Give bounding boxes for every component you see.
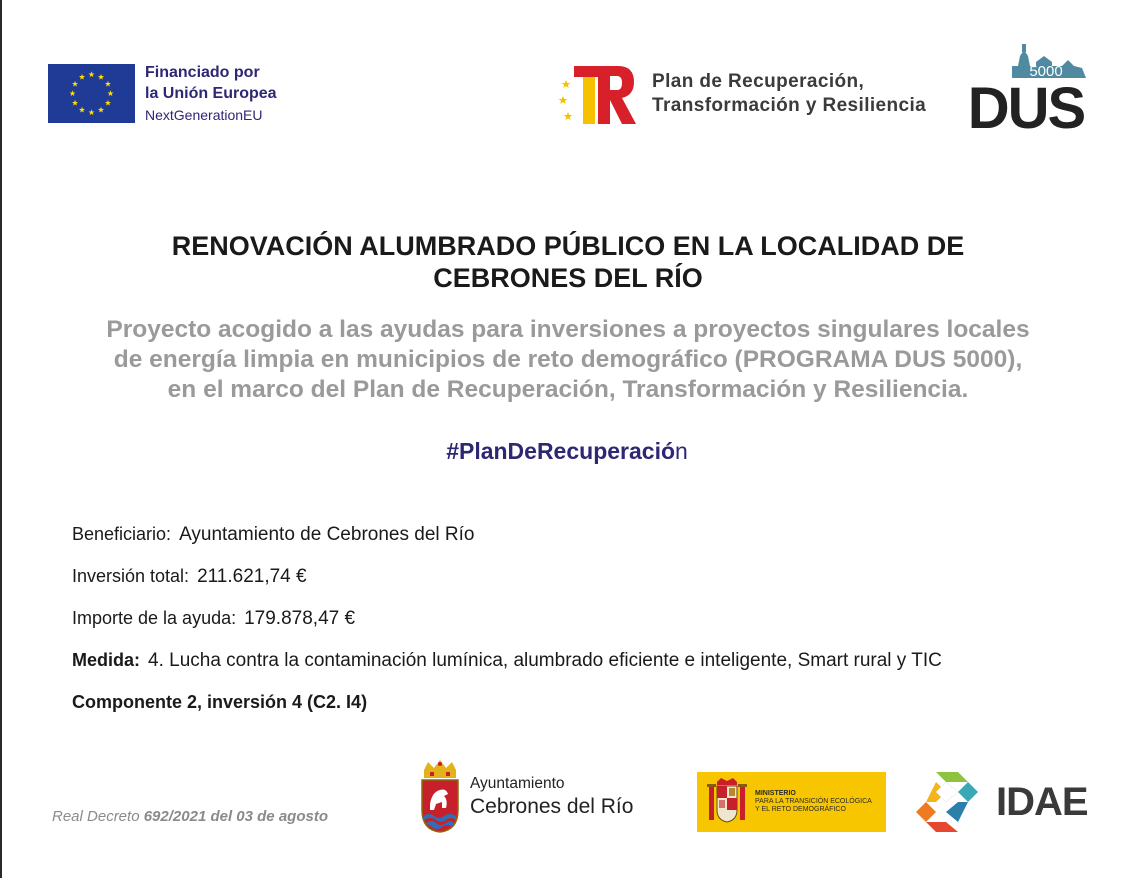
ministerio-text <box>755 790 872 814</box>
eu-funding-line2: la Unión Europea <box>145 85 277 102</box>
project-title <box>60 230 1076 294</box>
inversion-label: Inversión total: <box>72 566 190 586</box>
beneficiario-row <box>72 522 942 564</box>
project-description <box>40 315 1096 405</box>
eu-star-icon <box>105 81 111 87</box>
eu-star-icon <box>105 100 111 106</box>
ayuntamiento-line1: Ayuntamiento <box>470 775 565 792</box>
decree-prefix: Real Decreto <box>52 808 140 825</box>
idae-mark-icon <box>902 770 992 834</box>
eu-flag-icon <box>48 64 135 123</box>
ministerio-line1: MINISTERIO <box>755 790 796 797</box>
eu-star-icon <box>88 109 94 115</box>
plan-recuperacion-text <box>652 70 926 118</box>
eu-funding-text <box>145 62 277 126</box>
ayuntamiento-text <box>470 774 633 820</box>
project-description-line3: en el marco del Plan de Recuperación, Transformación y Resiliencia. <box>167 376 969 403</box>
medida-value: 4. Lucha contra la contaminación lumínica, alumbrado eficiente e inteligente, Smart rural y TIC <box>148 650 942 671</box>
componente-text: Componente 2, inversión 4 (C2. I4) <box>72 692 368 712</box>
eu-star-icon <box>79 74 85 80</box>
ministerio-line2: PARA LA TRANSICIÓN ECOLÓGICA <box>755 798 872 805</box>
project-title-line2: CEBRONES DEL RÍO <box>433 263 703 293</box>
coat-of-arms-icon <box>418 760 462 834</box>
dus-word: DUS <box>967 76 1085 134</box>
beneficiario-value: Ayuntamiento de Cebrones del Río <box>179 524 475 545</box>
eu-star-icon <box>88 71 94 77</box>
decree-number: 692/2021 del 03 de agosto <box>143 808 328 825</box>
importe-value: 179.878,47 € <box>244 608 356 629</box>
plan-line1: Plan de Recuperación, <box>652 71 865 92</box>
dus-number: 5000 <box>1029 63 1063 80</box>
hashtag <box>0 438 1134 465</box>
tr-logo-icon <box>558 62 640 126</box>
importe-row <box>72 606 942 648</box>
idae-logo <box>902 770 1088 834</box>
real-decreto <box>52 808 328 825</box>
ayuntamiento-line2: Cebrones del Río <box>470 795 634 818</box>
eu-star-icon <box>72 81 78 87</box>
eu-funding-line3: NextGenerationEU <box>145 107 263 123</box>
ayuntamiento-logo <box>418 760 633 834</box>
plan-recuperacion-logo <box>558 62 926 126</box>
hashtag-tail: n <box>675 438 688 464</box>
medida-row <box>72 648 942 690</box>
spain-coat-of-arms-icon <box>705 776 749 828</box>
eu-star-icon <box>98 74 104 80</box>
eu-star-icon <box>69 90 75 96</box>
hashtag-main: #PlanDeRecuperació <box>446 438 676 464</box>
medida-label: Medida: <box>72 650 141 670</box>
importe-label: Importe de la ayuda: <box>72 608 237 628</box>
eu-star-icon <box>98 107 104 113</box>
eu-star-icon <box>72 100 78 106</box>
project-title-line1: RENOVACIÓN ALUMBRADO PÚBLICO EN LA LOCALIDAD DE <box>171 231 965 261</box>
eu-funding-logo <box>48 64 277 126</box>
eu-funding-line1: Financiado por <box>145 64 260 81</box>
eu-star-icon <box>107 90 113 96</box>
beneficiario-label: Beneficiario: <box>72 524 172 544</box>
dus-5000-logo <box>962 42 1092 134</box>
project-description-line1: Proyecto acogido a las ayudas para inversiones a proyectos singulares locales <box>106 316 1030 343</box>
inversion-row <box>72 564 942 606</box>
ministerio-line3: Y EL RETO DEMOGRÁFICO <box>755 806 846 813</box>
project-info <box>72 522 942 714</box>
idae-word: IDAE <box>996 779 1088 824</box>
inversion-value: 211.621,74 € <box>197 566 307 587</box>
eu-star-icon <box>79 107 85 113</box>
project-description-line2: de energía limpia en municipios de reto demográfico (PROGRAMA DUS 5000), <box>113 346 1023 373</box>
ministerio-logo <box>697 772 886 832</box>
plan-line2: Transformación y Resiliencia <box>652 95 927 116</box>
